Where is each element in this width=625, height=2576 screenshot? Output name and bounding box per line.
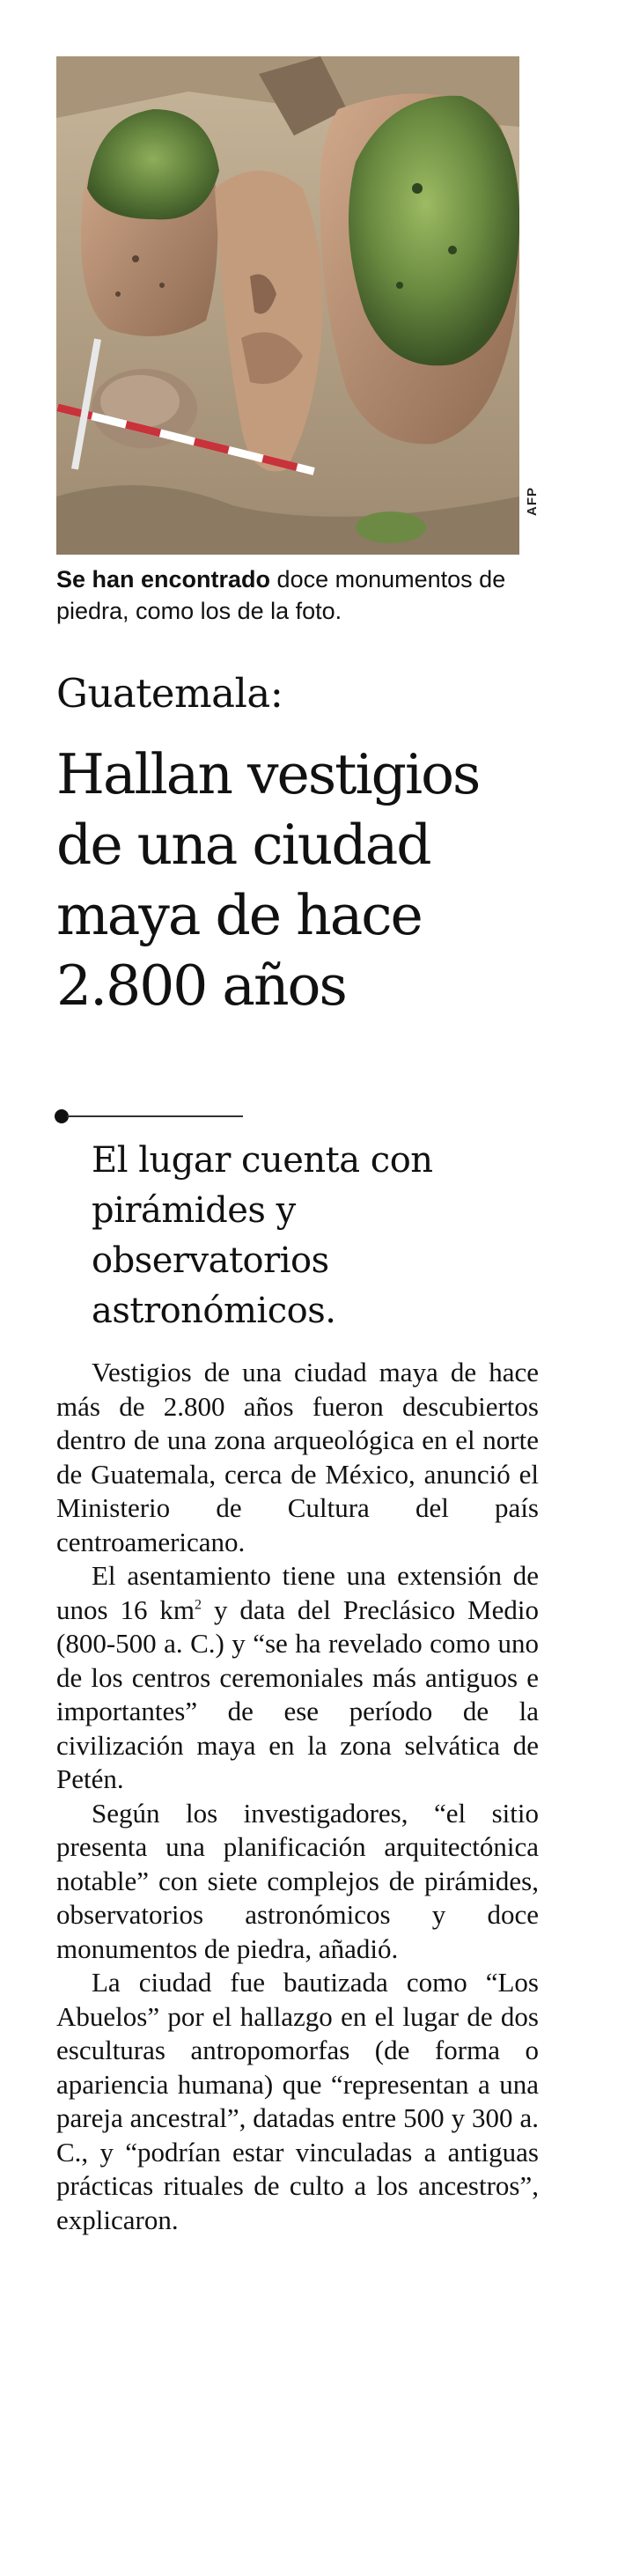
stone-monuments-image xyxy=(56,56,519,555)
subheadline-line: astronómicos. xyxy=(92,1291,336,1331)
paragraph: Según los investigadores, “el sitio presenta una planificación arquitectónica notable” con siete complejos de pirámides, observatorios astronómicos y doce monumentos de piedra, añadió. xyxy=(56,1797,539,1964)
paragraph xyxy=(56,1559,539,1797)
photo-credit: AFP xyxy=(525,487,540,516)
subheadline-line: El lugar cuenta con xyxy=(92,1140,433,1181)
paragraph: La ciudad fue bautizada como “Los Abuelos” por el hallazgo en el lugar de dos esculturas antropomorfas (de forma o apariencia humana) que “representan a una pareja ancestral”, datadas entre 500 y 300 a. C., y “podrían estar vinculadas a antiguas prácticas rituales de culto a los ancestros”, explicaron. xyxy=(56,1967,539,2235)
paragraph-text: y data del Preclásico Medio (800-500 a. C.) y “se ha revelado como uno de los centros ceremoniales más antiguos e importantes” de ese período de la civilización maya en la zona selvática de Petén. xyxy=(56,1593,539,1794)
headline xyxy=(56,740,549,1021)
subheadline-line: observatorios xyxy=(92,1240,329,1281)
section-label: Guatemala: xyxy=(56,670,283,717)
headline-line: Hallan vestigios xyxy=(56,742,480,806)
headline-line: de una ciudad xyxy=(56,813,430,877)
article-body xyxy=(56,1356,539,2237)
divider-line xyxy=(67,1115,243,1117)
superscript: 2 xyxy=(195,1597,202,1613)
headline-line: 2.800 años xyxy=(56,953,346,1018)
headline-line: maya de hace xyxy=(56,883,422,947)
caption-lead: Se han encontrado xyxy=(56,566,271,592)
subheadline xyxy=(92,1136,549,1336)
caption-text: doce monumentos de piedra, como los de la foto. xyxy=(56,566,506,624)
paragraph: Vestigios de una ciudad maya de hace más de 2.800 años fueron descubiertos dentro de una zona arqueológica en el norte de Guatemala, cerca de México, anunció el Ministerio de Cultura del país centroamericano. xyxy=(56,1357,539,1557)
subheadline-line: pirámides y xyxy=(92,1190,296,1231)
article-photo xyxy=(56,56,519,555)
photo-caption xyxy=(56,563,532,627)
paragraph-text: El asentamiento tiene una extensión de unos 16 km xyxy=(56,1560,539,1625)
